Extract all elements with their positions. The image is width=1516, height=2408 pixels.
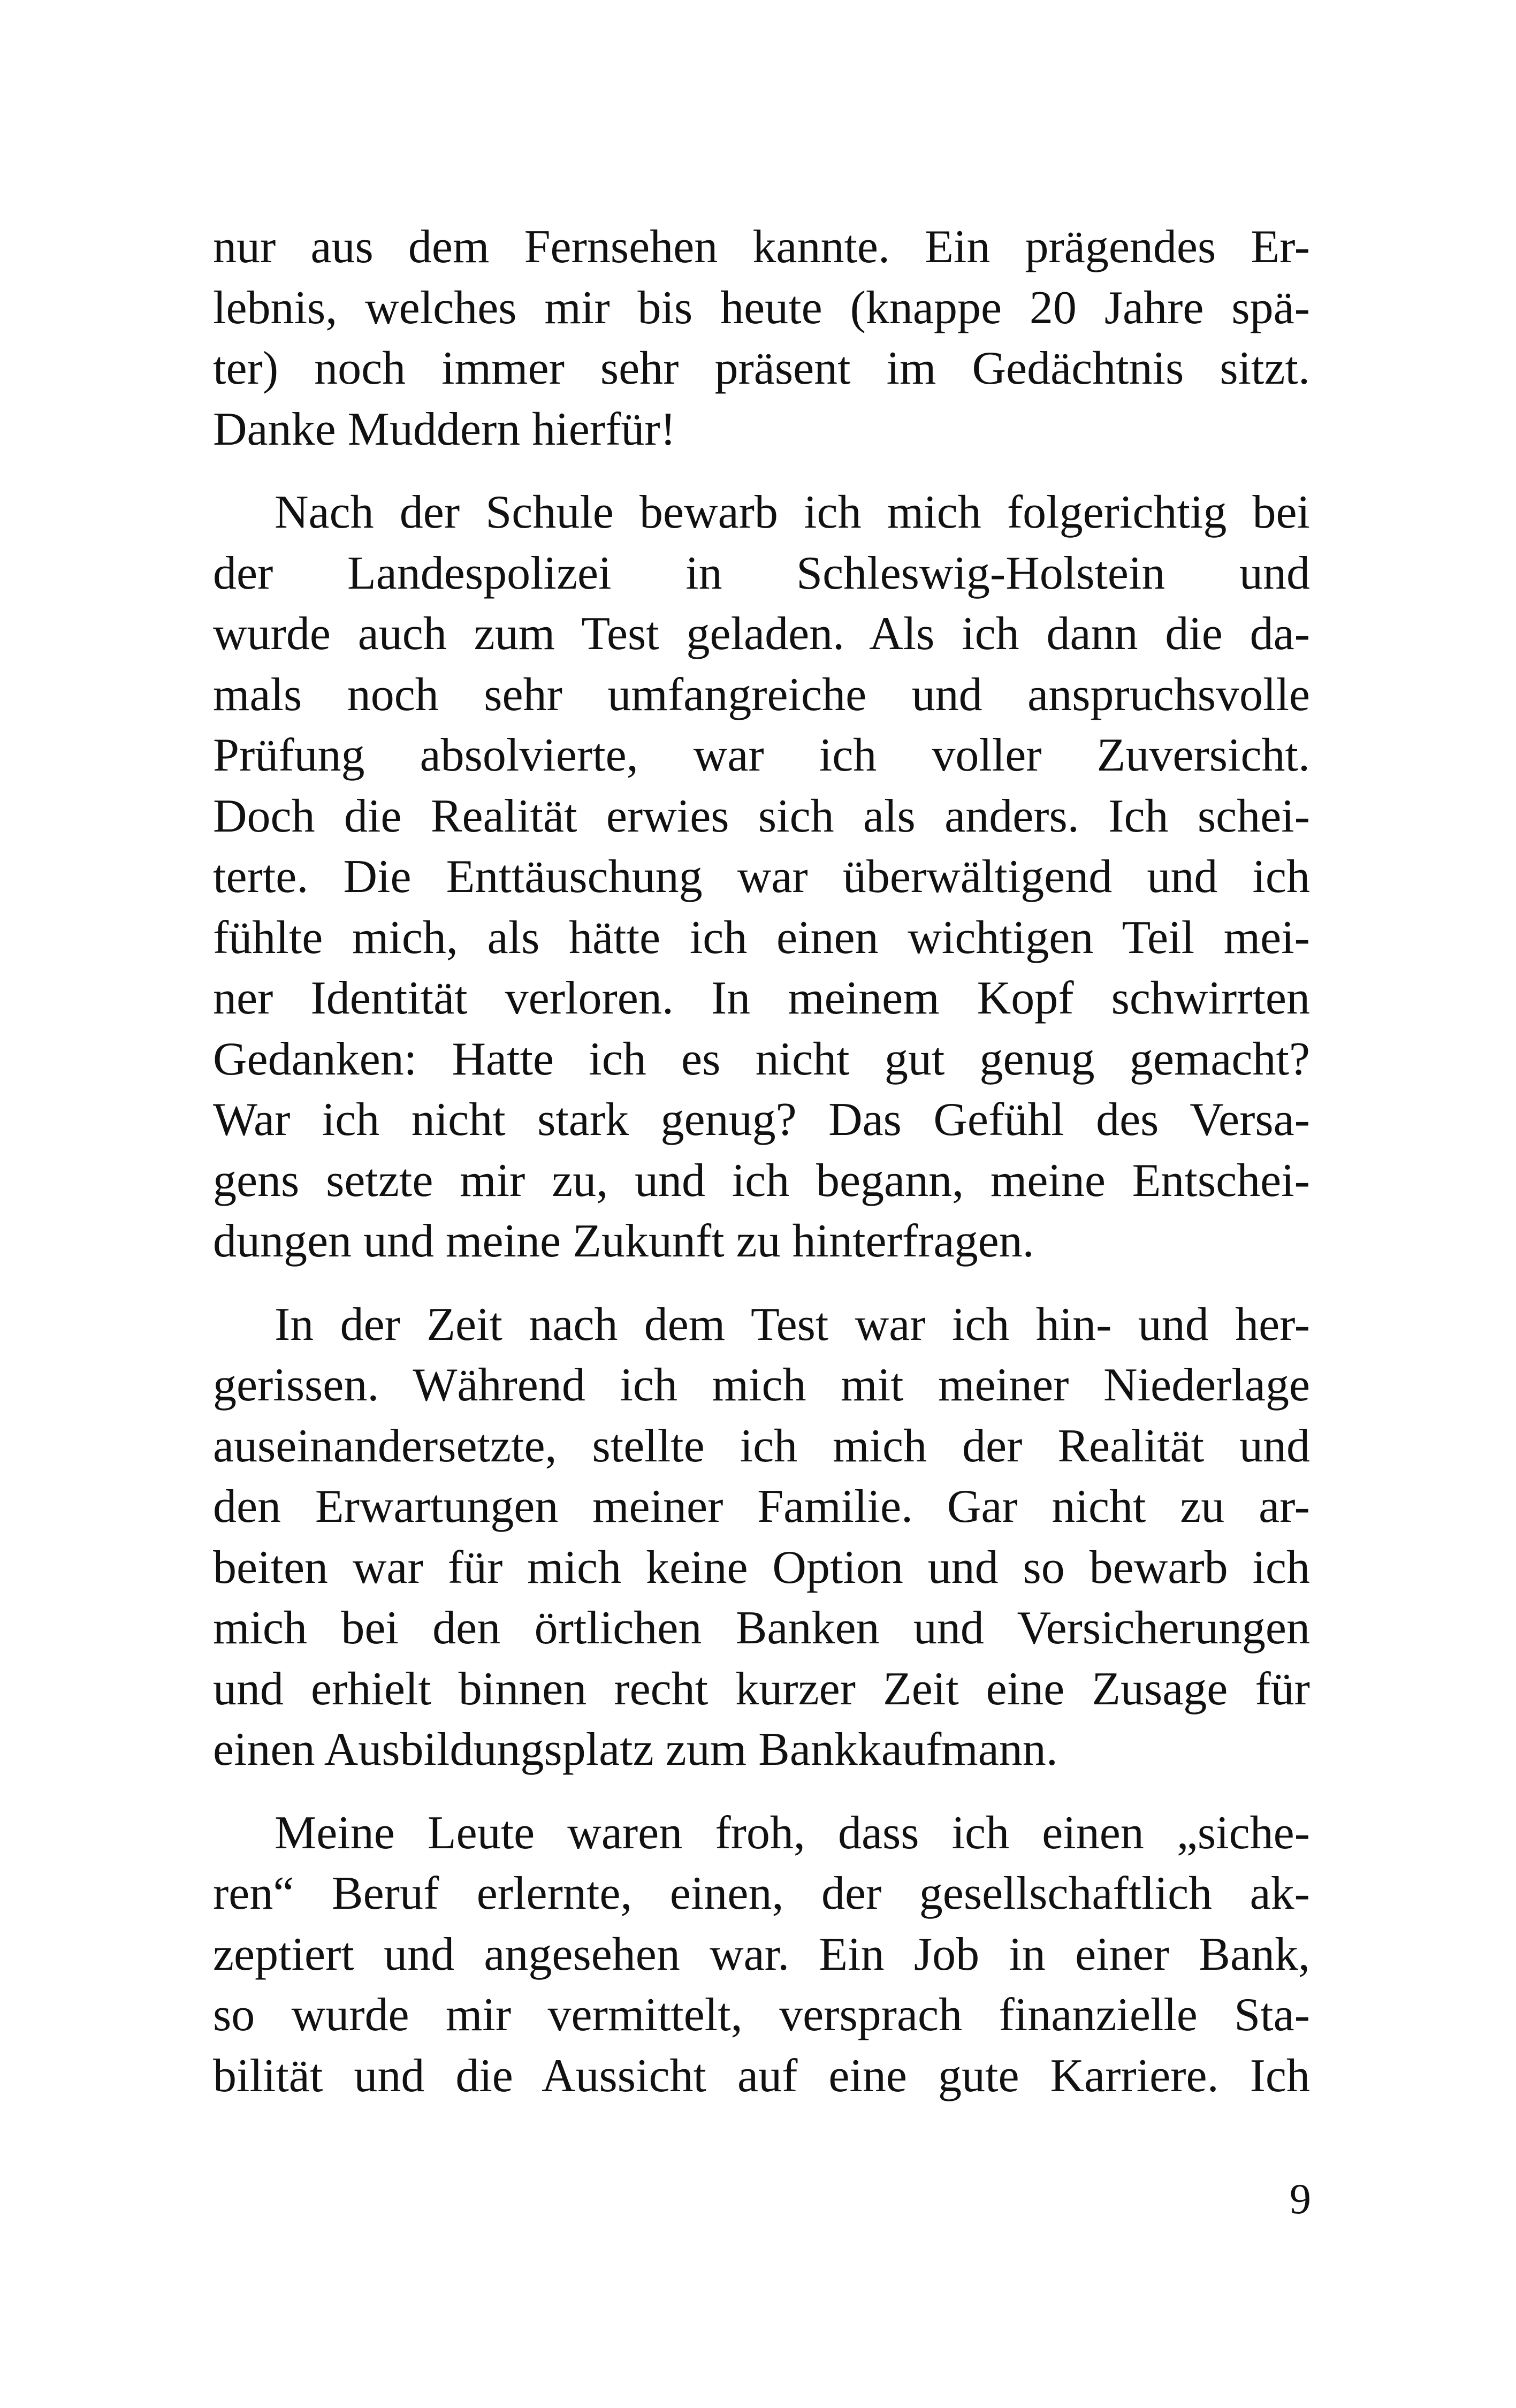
paragraph-4 xyxy=(213,1803,1310,2107)
text-line: den Erwartungen meiner Familie. Gar nicht zu ar- xyxy=(213,1481,1310,1533)
text-line: ter) noch immer sehr präsent im Gedächtnis sitzt. xyxy=(213,342,1310,394)
text-line: nur aus dem Fernsehen kannte. Ein prägendes Er- xyxy=(213,221,1310,273)
text-line: mals noch sehr umfangreiche und anspruchsvolle xyxy=(213,668,1310,721)
page-body xyxy=(213,217,1310,2129)
text-line: bilität und die Aussicht auf eine gute Karriere. Ich xyxy=(213,2049,1310,2102)
page-number: 9 xyxy=(1290,2176,1311,2223)
text-line: Meine Leute waren froh, dass ich einen „siche- xyxy=(275,1807,1310,1859)
text-line: Danke Muddern hierfür! xyxy=(213,403,676,455)
text-line: gens setzte mir zu, und ich begann, meine Entschei- xyxy=(213,1154,1310,1207)
text-line: so wurde mir vermittelt, versprach finanzielle Sta- xyxy=(213,1989,1310,2041)
text-line: einen Ausbildungsplatz zum Bankkaufmann. xyxy=(213,1724,1058,1775)
text-line: dungen und meine Zukunft zu hinterfragen. xyxy=(213,1215,1034,1267)
paragraph-1 xyxy=(213,217,1310,460)
text-line: Prüfung absolvierte, war ich voller Zuversicht. xyxy=(213,729,1310,781)
text-line: beiten war für mich keine Option und so bewarb ich xyxy=(213,1541,1310,1594)
text-line: Nach der Schule bewarb ich mich folgerichtig bei xyxy=(275,486,1310,538)
text-line: Gedanken: Hatte ich es nicht gut genug gemacht? xyxy=(213,1033,1310,1085)
text-line: fühlte mich, als hätte ich einen wichtigen Teil mei- xyxy=(213,911,1310,964)
text-line: der Landespolizei in Schleswig-Holstein und xyxy=(213,547,1310,599)
paragraph-3 xyxy=(213,1294,1310,1780)
text-line: lebnis, welches mir bis heute (knappe 20 Jahre spä- xyxy=(213,281,1310,334)
text-line: auseinandersetzte, stellte ich mich der Realität und xyxy=(213,1420,1310,1472)
text-line: wurde auch zum Test geladen. Als ich dann die da- xyxy=(213,608,1310,660)
paragraph-2 xyxy=(213,482,1310,1272)
text-line: Doch die Realität erwies sich als anders. Ich schei- xyxy=(213,790,1310,842)
text-line: gerissen. Während ich mich mit meiner Niederlage xyxy=(213,1359,1310,1411)
text-line: War ich nicht stark genug? Das Gefühl des Versa- xyxy=(213,1094,1310,1146)
text-line: terte. Die Enttäuschung war überwältigend und ich xyxy=(213,851,1310,903)
text-line: In der Zeit nach dem Test war ich hin- und her- xyxy=(275,1298,1310,1351)
text-line: zeptiert und angesehen war. Ein Job in einer Bank, xyxy=(213,1928,1310,1980)
text-line: ren“ Beruf erlernte, einen, der gesellschaftlich ak- xyxy=(213,1868,1310,1919)
text-line: mich bei den örtlichen Banken und Versicherungen xyxy=(213,1602,1310,1654)
text-line: und erhielt binnen recht kurzer Zeit eine Zusage für xyxy=(213,1663,1310,1715)
text-line: ner Identität verloren. In meinem Kopf schwirrten xyxy=(213,972,1310,1024)
